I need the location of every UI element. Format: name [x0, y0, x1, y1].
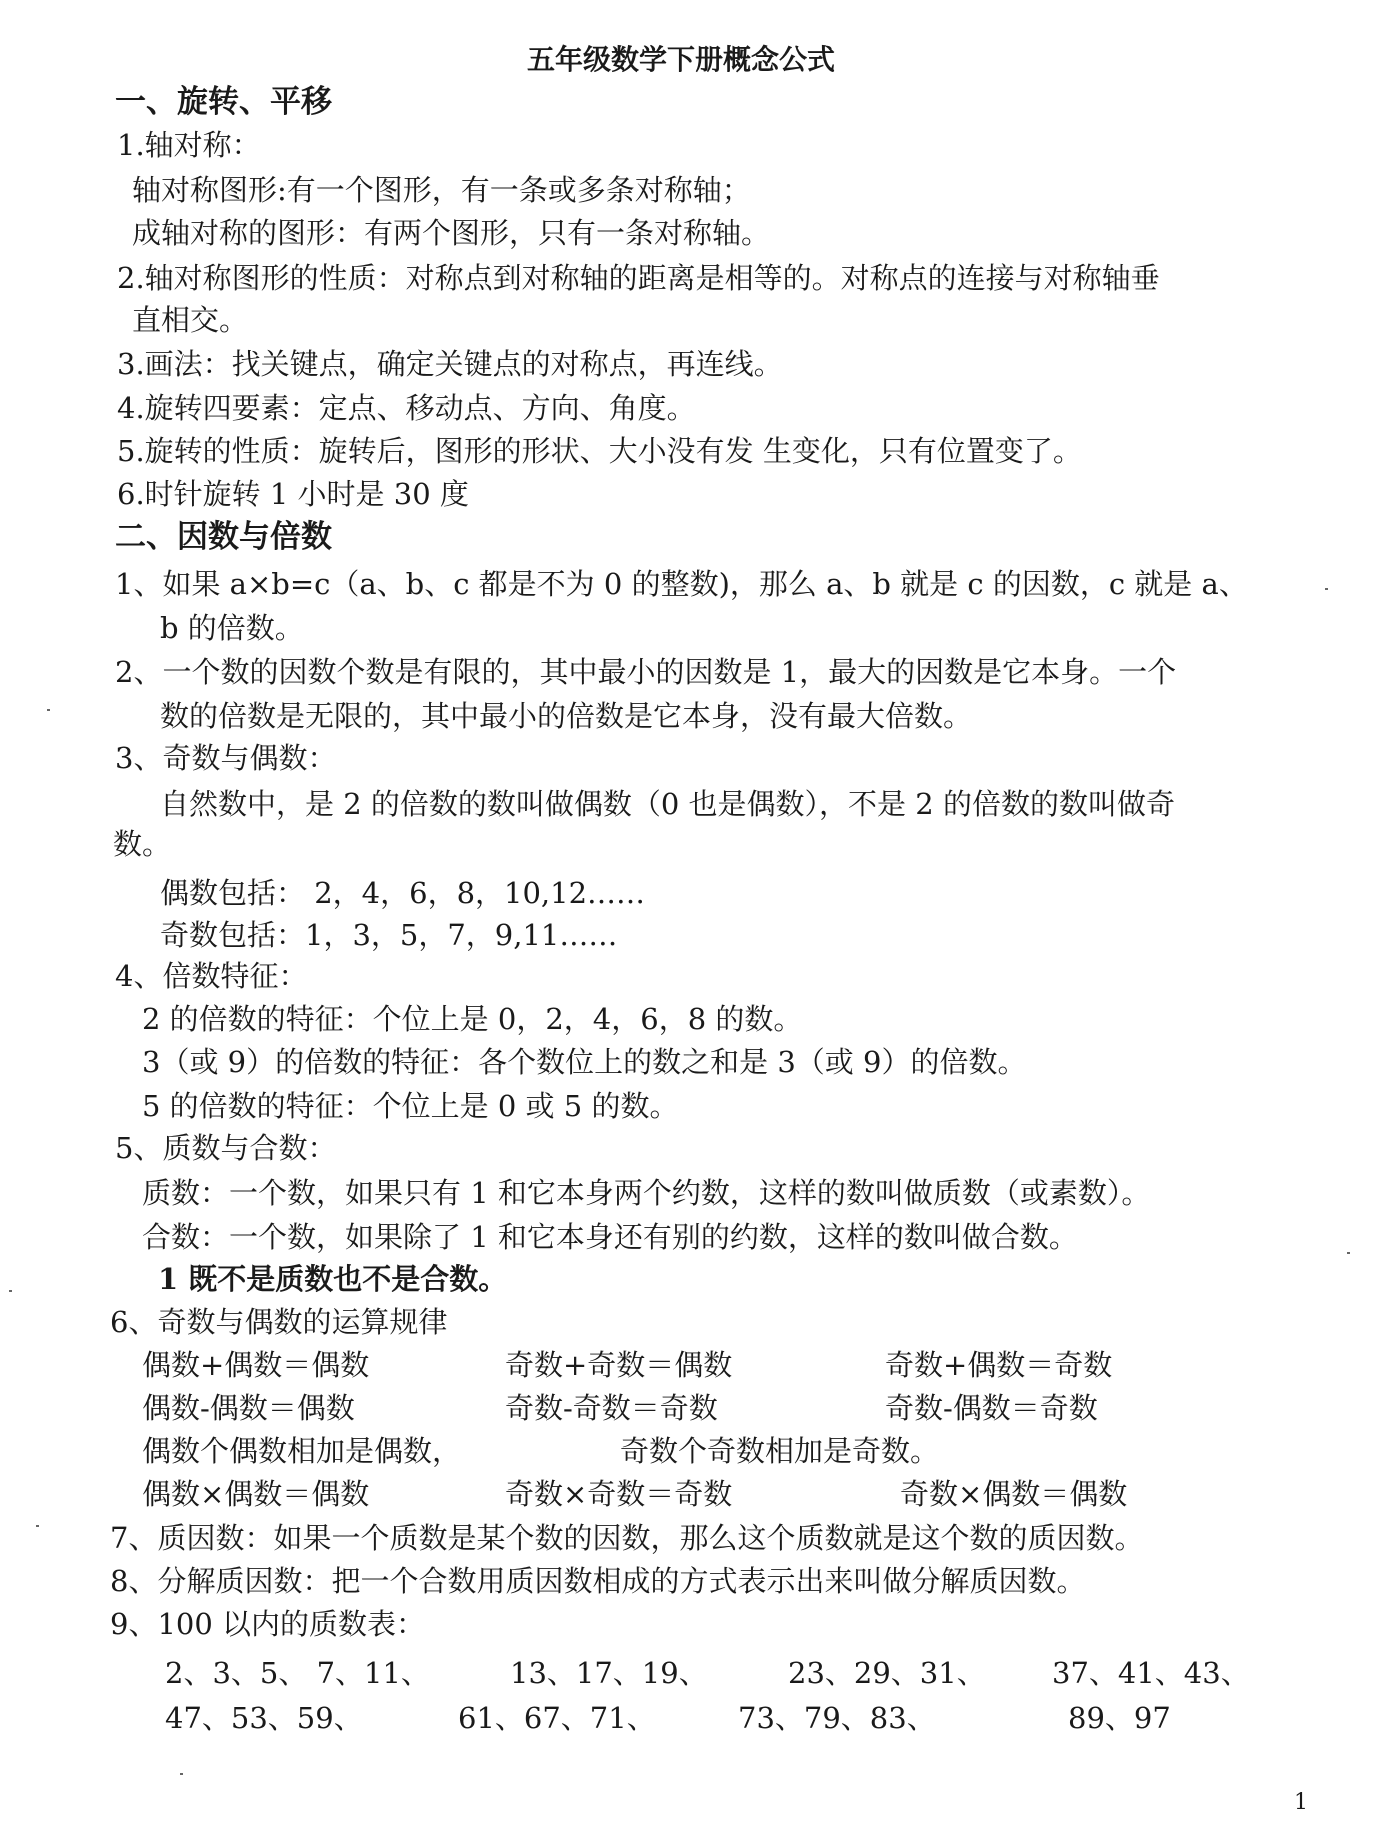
one-neither-note: 1 既不是质数也不是合数。 [158, 1262, 508, 1296]
item-1-1: 1.轴对称： [117, 128, 261, 162]
primes-row2-d: 89、97 [1068, 1701, 1171, 1735]
multiple-of-3-9: 3（或 9）的倍数的特征：各个数位上的数之和是 3（或 9）的倍数。 [142, 1045, 1027, 1079]
rule-odd-plus-odd: 奇数+奇数＝偶数 [505, 1348, 733, 1382]
rule-odd-plus-even: 奇数+偶数＝奇数 [885, 1348, 1113, 1382]
item-2-2: 2、一个数的因数个数是有限的，其中最小的因数是 1，最大的因数是它本身。一个 [115, 655, 1177, 689]
prime-definition: 质数：一个数，如果只有 1 和它本身两个约数，这样的数叫做质数（或素数）。 [142, 1176, 1151, 1210]
scan-speck [1325, 588, 1328, 590]
primes-row1-c: 23、29、31、 [788, 1656, 986, 1690]
item-2-3: 3、奇数与偶数： [115, 741, 337, 775]
rule-even-count-sum: 偶数个偶数相加是偶数， [142, 1434, 462, 1468]
page-title: 五年级数学下册概念公式 [527, 43, 836, 76]
rule-odd-minus-odd: 奇数-奇数＝奇数 [505, 1391, 718, 1425]
scan-speck [9, 1290, 12, 1292]
scan-speck [47, 709, 50, 711]
primes-row1-d: 37、41、43、 [1052, 1656, 1250, 1690]
primes-row2-a: 47、53、59、 [165, 1701, 363, 1735]
item-2-1: 1、如果 a×b=c（a、b、c 都是不为 0 的整数)，那么 a、b 就是 c 的因数，c 就是 a、 [115, 567, 1248, 601]
item-1-2-cont: 直相交。 [132, 303, 249, 337]
item-1-1a: 轴对称图形:有一个图形，有一条或多条对称轴； [132, 173, 751, 207]
rule-odd-minus-even: 奇数-偶数＝奇数 [885, 1391, 1098, 1425]
rule-odd-times-even: 奇数×偶数＝偶数 [900, 1477, 1128, 1511]
item-2-1-cont: b 的倍数。 [160, 611, 304, 645]
item-2-7: 7、质因数：如果一个质数是某个数的因数，那么这个质数就是这个数的质因数。 [110, 1521, 1144, 1555]
rule-even-times-even: 偶数×偶数＝偶数 [142, 1477, 370, 1511]
item-2-3-text: 自然数中，是 2 的倍数的数叫做偶数（0 也是偶数），不是 2 的倍数的数叫做奇 [160, 787, 1175, 821]
item-1-5: 5.旋转的性质：旋转后，图形的形状、大小没有发 生变化，只有位置变了。 [117, 434, 1082, 468]
rule-even-minus-even: 偶数-偶数＝偶数 [142, 1391, 355, 1425]
item-2-9: 9、100 以内的质数表： [110, 1607, 426, 1641]
item-2-5: 5、质数与合数： [115, 1131, 337, 1165]
item-1-2: 2.轴对称图形的性质：对称点到对称轴的距离是相等的。对称点的连接与对称轴垂 [117, 261, 1160, 295]
multiple-of-2: 2 的倍数的特征：个位上是 0，2，4，6，8 的数。 [142, 1002, 803, 1036]
scan-speck [1347, 1252, 1350, 1254]
multiple-of-5: 5 的倍数的特征：个位上是 0 或 5 的数。 [142, 1089, 679, 1123]
rule-odd-times-odd: 奇数×奇数＝奇数 [505, 1477, 733, 1511]
rule-odd-count-sum: 奇数个奇数相加是奇数。 [620, 1434, 940, 1468]
primes-row1-a: 2、3、5、 7、11、 [165, 1656, 430, 1690]
primes-row2-c: 73、79、83、 [738, 1701, 936, 1735]
item-1-3: 3.画法：找关键点，确定关键点的对称点，再连线。 [117, 347, 783, 381]
scan-speck [180, 1773, 183, 1775]
rule-even-plus-even: 偶数+偶数＝偶数 [142, 1348, 370, 1382]
item-2-2-cont: 数的倍数是无限的，其中最小的倍数是它本身，没有最大倍数。 [160, 699, 973, 733]
section-heading-factors: 二、因数与倍数 [115, 519, 332, 555]
section-heading-rotation: 一、旋转、平移 [115, 84, 332, 120]
primes-row1-b: 13、17、19、 [510, 1656, 708, 1690]
page-number: 1 [1294, 1790, 1308, 1815]
even-numbers: 偶数包括： 2，4，6，8，10,12…… [160, 876, 646, 910]
odd-numbers: 奇数包括：1，3，5，7，9,11…… [160, 918, 618, 952]
scan-speck [36, 1525, 39, 1527]
item-1-1b: 成轴对称的图形：有两个图形，只有一条对称轴。 [132, 216, 771, 250]
primes-row2-b: 61、67、71、 [458, 1701, 656, 1735]
item-2-3-text-cont: 数。 [113, 827, 172, 861]
item-2-6: 6、奇数与偶数的运算规律 [110, 1305, 448, 1339]
item-2-4: 4、倍数特征： [115, 959, 308, 993]
item-2-8: 8、分解质因数：把一个合数用质因数相成的方式表示出来叫做分解质因数。 [110, 1564, 1086, 1598]
item-1-4: 4.旋转四要素：定点、移动点、方向、角度。 [117, 391, 696, 425]
composite-definition: 合数：一个数，如果除了 1 和它本身还有别的约数，这样的数叫做合数。 [142, 1220, 1078, 1254]
item-1-6: 6.时针旋转 1 小时是 30 度 [117, 477, 469, 511]
